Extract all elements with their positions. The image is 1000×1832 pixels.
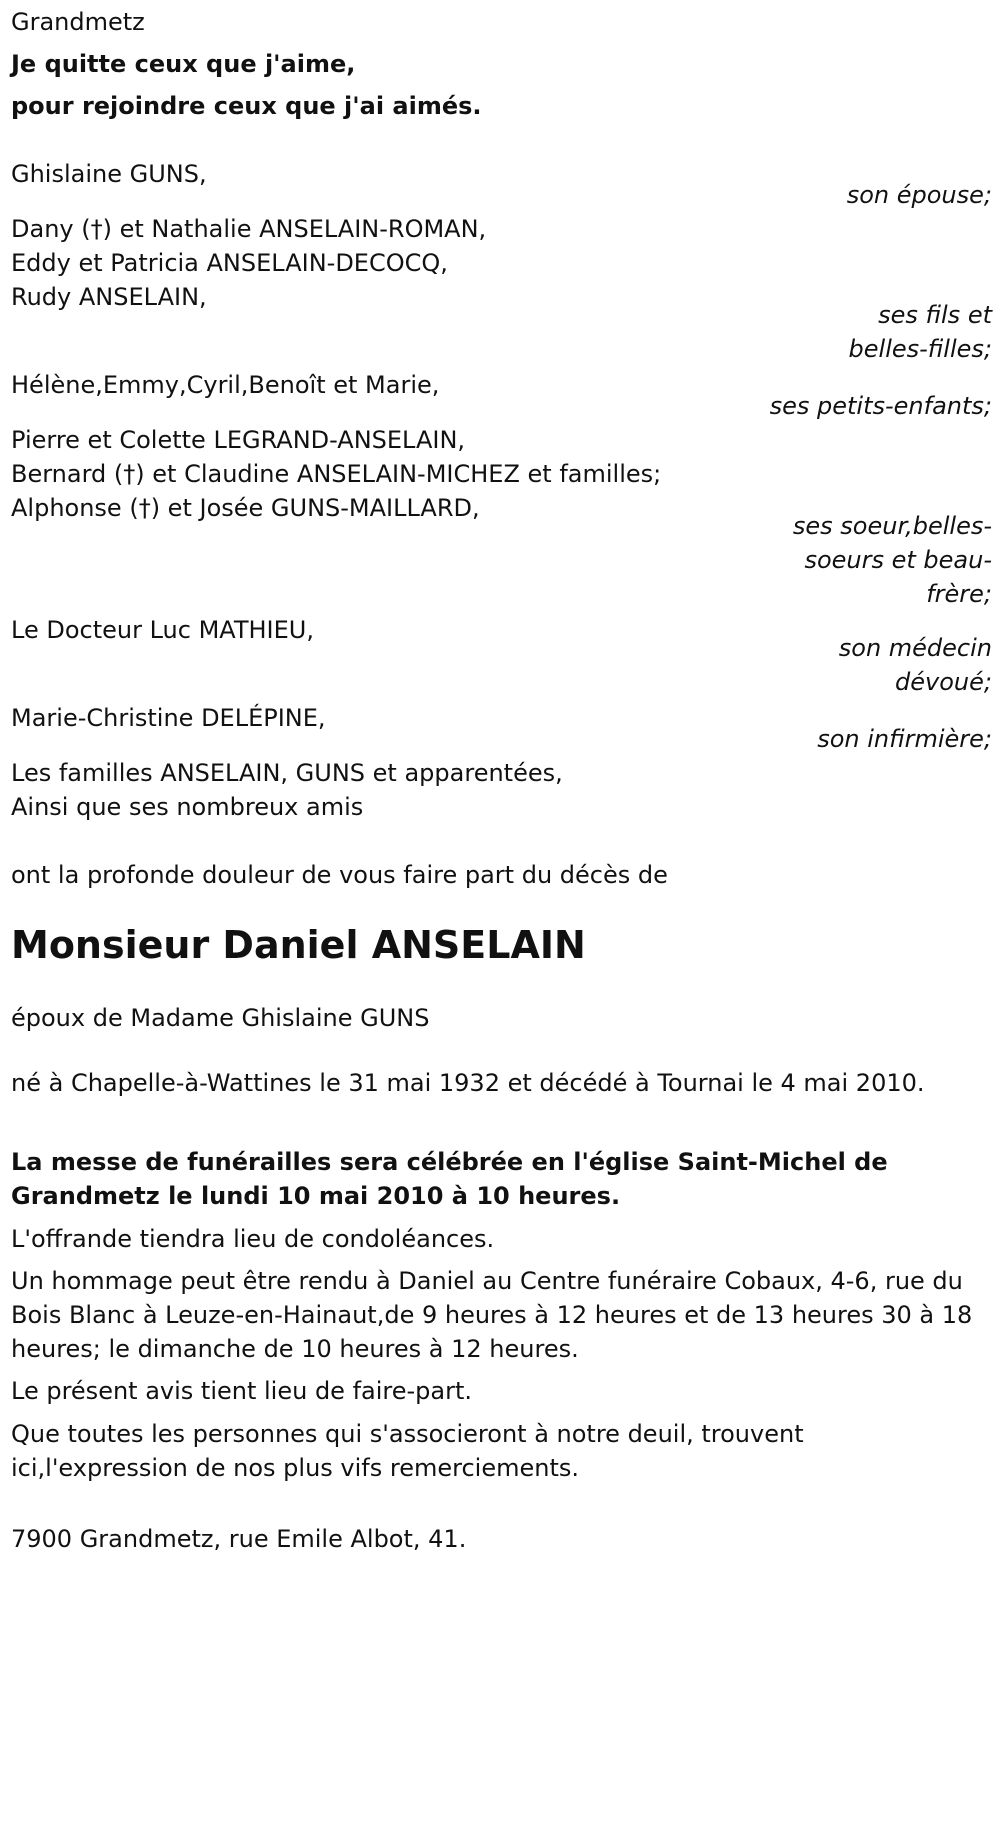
offering-text: L'offrande tiendra lieu de condoléances. <box>11 1225 495 1253</box>
mourner-spouse-role: son épouse; <box>846 181 992 209</box>
announcement-text: ont la profonde douleur de vous faire part du décès de <box>11 861 668 889</box>
mourner-nurse-role: son infirmière; <box>817 725 992 753</box>
quote-line-1: Je quitte ceux que j'aime, <box>11 50 356 78</box>
mourner-doctor-name: Le Docteur Luc MATHIEU, <box>11 616 314 644</box>
mourner-son-1: Dany (†) et Nathalie ANSELAIN-ROMAN, <box>11 215 487 243</box>
mourner-son-2: Eddy et Patricia ANSELAIN-DECOCQ, <box>11 249 448 277</box>
mourner-sibling-3: Alphonse (†) et Josée GUNS-MAILLARD, <box>11 494 480 522</box>
families-line-1: Les familles ANSELAIN, GUNS et apparentées, <box>11 759 563 787</box>
mourner-doctor-role: son médecin dévoué; <box>838 634 992 696</box>
notice-text: Le présent avis tient lieu de faire-part. <box>11 1377 473 1405</box>
funeral-mass-text: La messe de funérailles sera célébrée en l'église Saint-Michel de Grandmetz le lundi 10 mai 2010 à 10 heures. <box>11 1148 888 1210</box>
mourner-grandchildren-role: ses petits-enfants; <box>769 392 992 420</box>
mourner-sibling-2: Bernard (†) et Claudine ANSELAIN-MICHEZ et familles; <box>11 460 662 488</box>
quote-line-2: pour rejoindre ceux que j'ai aimés. <box>11 92 482 120</box>
mourner-spouse-name: Ghislaine GUNS, <box>11 160 207 188</box>
thanks-text: Que toutes les personnes qui s'associeront à notre deuil, trouvent ici,l'expression de nos plus vifs remerciements. <box>11 1420 804 1482</box>
mourner-nurse-name: Marie-Christine DELÉPINE, <box>11 704 326 732</box>
tribute-text: Un hommage peut être rendu à Daniel au Centre funéraire Cobaux, 4-6, rue du Bois Blanc à Leuze-en-Hainaut,de 9 heures à 12 heures et de 13 heures 30 à 18 heures; le dimanche de 10 heures à 12 heures. <box>11 1267 973 1363</box>
mourner-siblings-role: ses soeur,belles-soeurs et beau-frère; <box>792 512 992 608</box>
deceased-spouse-line: époux de Madame Ghislaine GUNS <box>11 1004 430 1032</box>
birth-death-text: né à Chapelle-à-Wattines le 31 mai 1932 et décédé à Tournai le 4 mai 2010. <box>11 1069 925 1097</box>
mourner-grandchildren-names: Hélène,Emmy,Cyril,Benoît et Marie, <box>11 371 440 399</box>
deceased-name: Monsieur Daniel ANSELAIN <box>11 923 586 967</box>
families-line-2: Ainsi que ses nombreux amis <box>11 793 364 821</box>
mourner-sibling-1: Pierre et Colette LEGRAND-ANSELAIN, <box>11 426 466 454</box>
mourner-son-3: Rudy ANSELAIN, <box>11 283 207 311</box>
village-name: Grandmetz <box>11 8 145 36</box>
mourner-sons-role: ses fils et belles-filles; <box>848 301 992 363</box>
address-text: 7900 Grandmetz, rue Emile Albot, 41. <box>11 1525 467 1553</box>
